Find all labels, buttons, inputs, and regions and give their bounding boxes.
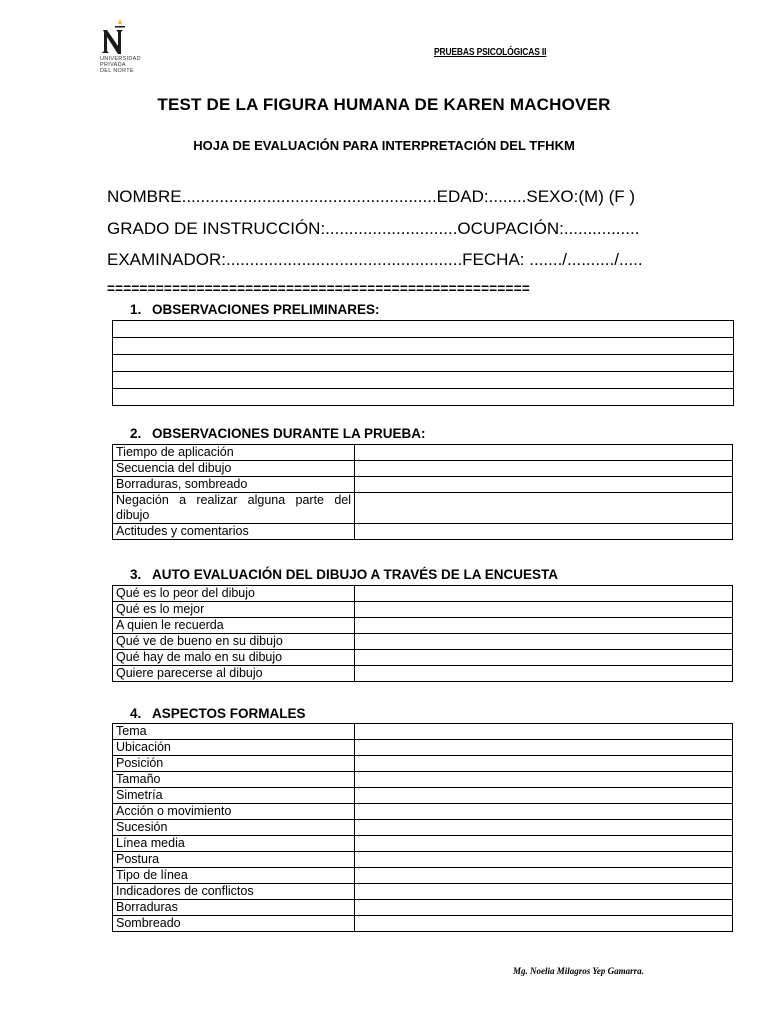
preliminary-observations-table	[112, 320, 734, 406]
table-row	[113, 618, 733, 634]
row-label: Posición	[113, 756, 355, 772]
table-row	[113, 586, 733, 602]
table-row	[113, 740, 733, 756]
table-row	[113, 445, 733, 461]
table-row	[113, 788, 733, 804]
row-label: Qué hay de malo en su dibujo	[113, 650, 355, 666]
table-row	[113, 900, 733, 916]
input-cell[interactable]	[355, 461, 733, 477]
row-label: Indicadores de conflictos	[113, 884, 355, 900]
name-age-sex-line: NOMBRE......................................................EDAD:........SEXO:(M) (F )	[107, 187, 636, 206]
table-row	[113, 666, 733, 682]
row-label: Borraduras	[113, 900, 355, 916]
row-label: Ubicación	[113, 740, 355, 756]
row-label: Acción o movimiento	[113, 804, 355, 820]
table-row	[113, 756, 733, 772]
input-cell[interactable]	[355, 804, 733, 820]
row-label: Postura	[113, 852, 355, 868]
input-cell[interactable]	[355, 852, 733, 868]
row-label: Línea media	[113, 836, 355, 852]
input-cell[interactable]	[113, 355, 734, 372]
formal-aspects-table	[112, 723, 733, 932]
section-number: 4.	[130, 706, 142, 721]
input-cell[interactable]	[355, 493, 733, 524]
table-row	[113, 602, 733, 618]
author-signature: Mg. Noelia Milagros Yep Gamarra.	[513, 966, 644, 976]
section-number: 2.	[130, 426, 142, 441]
table-row	[113, 461, 733, 477]
section-label: OBSERVACIONES PRELIMINARES:	[152, 302, 380, 317]
input-cell[interactable]	[355, 724, 733, 740]
input-cell[interactable]	[355, 618, 733, 634]
upn-logo-icon	[100, 18, 130, 56]
table-row	[113, 634, 733, 650]
section-number: 3.	[130, 567, 142, 582]
row-label: Tiempo de aplicación	[113, 445, 355, 461]
input-cell[interactable]	[355, 477, 733, 493]
table-row	[113, 836, 733, 852]
input-cell[interactable]	[355, 836, 733, 852]
row-label: Borraduras, sombreado	[113, 477, 355, 493]
row-label: Negación a realizar alguna parte del dibujo	[113, 493, 355, 524]
section-label: AUTO EVALUACIÓN DEL DIBUJO A TRAVÉS DE LA ENCUESTA	[152, 567, 559, 582]
table-row	[113, 804, 733, 820]
table-row	[113, 820, 733, 836]
table-row	[113, 524, 733, 540]
input-cell[interactable]	[355, 586, 733, 602]
input-cell[interactable]	[355, 634, 733, 650]
input-cell[interactable]	[355, 788, 733, 804]
table-row	[113, 477, 733, 493]
page-title: TEST DE LA FIGURA HUMANA DE KAREN MACHOVER	[157, 95, 611, 114]
section-4-title	[130, 706, 306, 721]
input-cell[interactable]	[113, 321, 734, 338]
examiner-date-line: EXAMINADOR:..................................................FECHA: ......./........../.....	[107, 250, 643, 269]
row-label: Tamaño	[113, 772, 355, 788]
logo-line: PRIVADA	[100, 62, 126, 68]
education-occupation-line: GRADO DE INSTRUCCIÓN:............................OCUPACIÓN:................	[107, 219, 640, 238]
section-number: 1.	[130, 302, 142, 317]
table-row	[113, 916, 733, 932]
logo-line: DEL NORTE	[100, 68, 134, 74]
section-label: OBSERVACIONES DURANTE LA PRUEBA:	[152, 426, 426, 441]
table-row	[113, 355, 734, 372]
input-cell[interactable]	[355, 820, 733, 836]
input-cell[interactable]	[355, 524, 733, 540]
input-cell[interactable]	[113, 338, 734, 355]
table-row	[113, 338, 734, 355]
input-cell[interactable]	[355, 650, 733, 666]
row-label: Qué ve de bueno en su dibujo	[113, 634, 355, 650]
input-cell[interactable]	[355, 868, 733, 884]
row-label: Tema	[113, 724, 355, 740]
test-observations-table	[112, 444, 733, 540]
row-label: A quien le recuerda	[113, 618, 355, 634]
table-row	[113, 852, 733, 868]
page-subtitle: HOJA DE EVALUACIÓN PARA INTERPRETACIÓN DEL TFHKM	[193, 138, 575, 153]
table-row	[113, 868, 733, 884]
separator-line: ====================================================	[107, 281, 530, 296]
row-label: Simetría	[113, 788, 355, 804]
university-logo	[100, 18, 160, 82]
logo-text	[100, 56, 141, 74]
table-row	[113, 389, 734, 406]
table-row	[113, 321, 734, 338]
self-evaluation-table	[112, 585, 733, 682]
section-2-title	[130, 426, 426, 441]
input-cell[interactable]	[355, 740, 733, 756]
table-row	[113, 884, 733, 900]
row-label: Quiere parecerse al dibujo	[113, 666, 355, 682]
row-label: Qué es lo peor del dibujo	[113, 586, 355, 602]
row-label: Qué es lo mejor	[113, 602, 355, 618]
section-label: ASPECTOS FORMALES	[152, 706, 306, 721]
row-label: Sombreado	[113, 916, 355, 932]
row-label: Secuencia del dibujo	[113, 461, 355, 477]
input-cell[interactable]	[355, 445, 733, 461]
table-row	[113, 724, 733, 740]
table-row	[113, 493, 733, 524]
input-cell[interactable]	[355, 916, 733, 932]
table-row	[113, 772, 733, 788]
section-1-title	[130, 302, 380, 317]
section-3-title	[130, 567, 558, 582]
input-cell[interactable]	[355, 900, 733, 916]
row-label: Sucesión	[113, 820, 355, 836]
input-cell[interactable]	[355, 756, 733, 772]
input-cell[interactable]	[355, 772, 733, 788]
table-row	[113, 372, 734, 389]
input-cell[interactable]	[113, 389, 734, 406]
row-label: Tipo de línea	[113, 868, 355, 884]
input-cell[interactable]	[113, 372, 734, 389]
input-cell[interactable]	[355, 602, 733, 618]
logo-line: UNIVERSIDAD	[100, 56, 141, 62]
course-header: PRUEBAS PSICOLÓGICAS II	[434, 47, 547, 58]
row-label: Actitudes y comentarios	[113, 524, 355, 540]
table-row	[113, 650, 733, 666]
input-cell[interactable]	[355, 884, 733, 900]
input-cell[interactable]	[355, 666, 733, 682]
